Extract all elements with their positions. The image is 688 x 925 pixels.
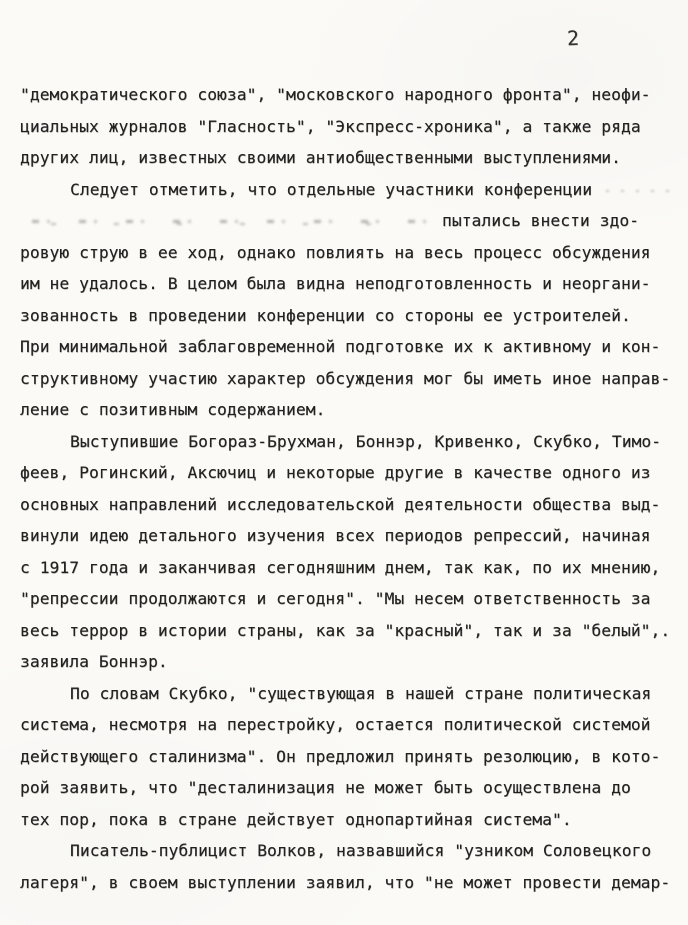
text-line: циальных журналов "Гласность", "Экспресс-хроника", а также ряда [20, 116, 641, 136]
text-line-content: пытались внести здо- [442, 211, 640, 231]
text-line: других лиц, известных своими антиобщественными выступлениями. [20, 148, 621, 168]
text-line-with-erasure [20, 205, 680, 237]
text-line: При минимальной заблаговременной подготовке их к активному и кон- [20, 337, 661, 357]
text-line: действующего сталинизма". Он предложил принять резолюцию, в кото- [20, 746, 661, 766]
text-line: тех пор, пока в стране действует однопартийная система". [20, 809, 572, 829]
text-line: Писатель-публицист Волков, назвавшийся "узником Соловецкого [70, 841, 652, 861]
text-line: Выступившие Богораз-Брухман, Боннэр, Кривенко, Скубко, Тимо- [70, 431, 662, 451]
text-line: основных направлений исследовательской деятельности общества выд- [20, 494, 661, 514]
text-line: с 1917 года и заканчивая сегодняшним днем, так как, по их мнению, [20, 557, 661, 577]
text-line [20, 174, 680, 206]
text-line: "демократического союза", "московского народного фронта", неофи- [20, 85, 651, 105]
text-line: лагеря", в своем выступлении заявил, что "не может провести демар- [20, 872, 671, 892]
text-line: весь террор в истории страны, как за "красный", так и за "белый",. [20, 620, 671, 640]
text-line: винули идею детального изучения всех периодов репрессий, начиная [20, 526, 651, 546]
text-line: заявила Боннэр. [20, 652, 168, 672]
text-line: "репрессии продолжаются и сегодня". "Мы несем ответственность за [20, 589, 651, 609]
text-line-content: Следует отметить, что отдельные участники конференции [70, 179, 593, 199]
text-line: ление с позитивным содержанием. [20, 400, 326, 420]
erased-text-marks [606, 188, 672, 194]
text-line: рой заявить, что "десталинизация не может быть осуществлена до [20, 778, 631, 798]
erased-text-smudge [20, 218, 426, 226]
text-line: ровую струю в ее ход, однако повлиять на весь процесс обсуждения [20, 242, 651, 262]
text-line: феев, Рогинский, Аксючиц и некоторые другие в качестве одного из [20, 463, 651, 483]
text-line: структивному участию характер обсуждения мог бы иметь иное направ- [20, 368, 671, 388]
text-line: По словам Скубко, "существующая в нашей стране политическая [70, 683, 652, 703]
text-line: им не удалось. В целом была видна неподготовленность и неоргани- [20, 274, 651, 294]
document-text-block [20, 79, 680, 898]
page-number: 2 [566, 25, 580, 51]
text-line: зованность в проведении конференции со стороны ее устроителей. [20, 305, 631, 325]
text-line: система, несмотря на перестройку, остается политической системой [20, 715, 651, 735]
